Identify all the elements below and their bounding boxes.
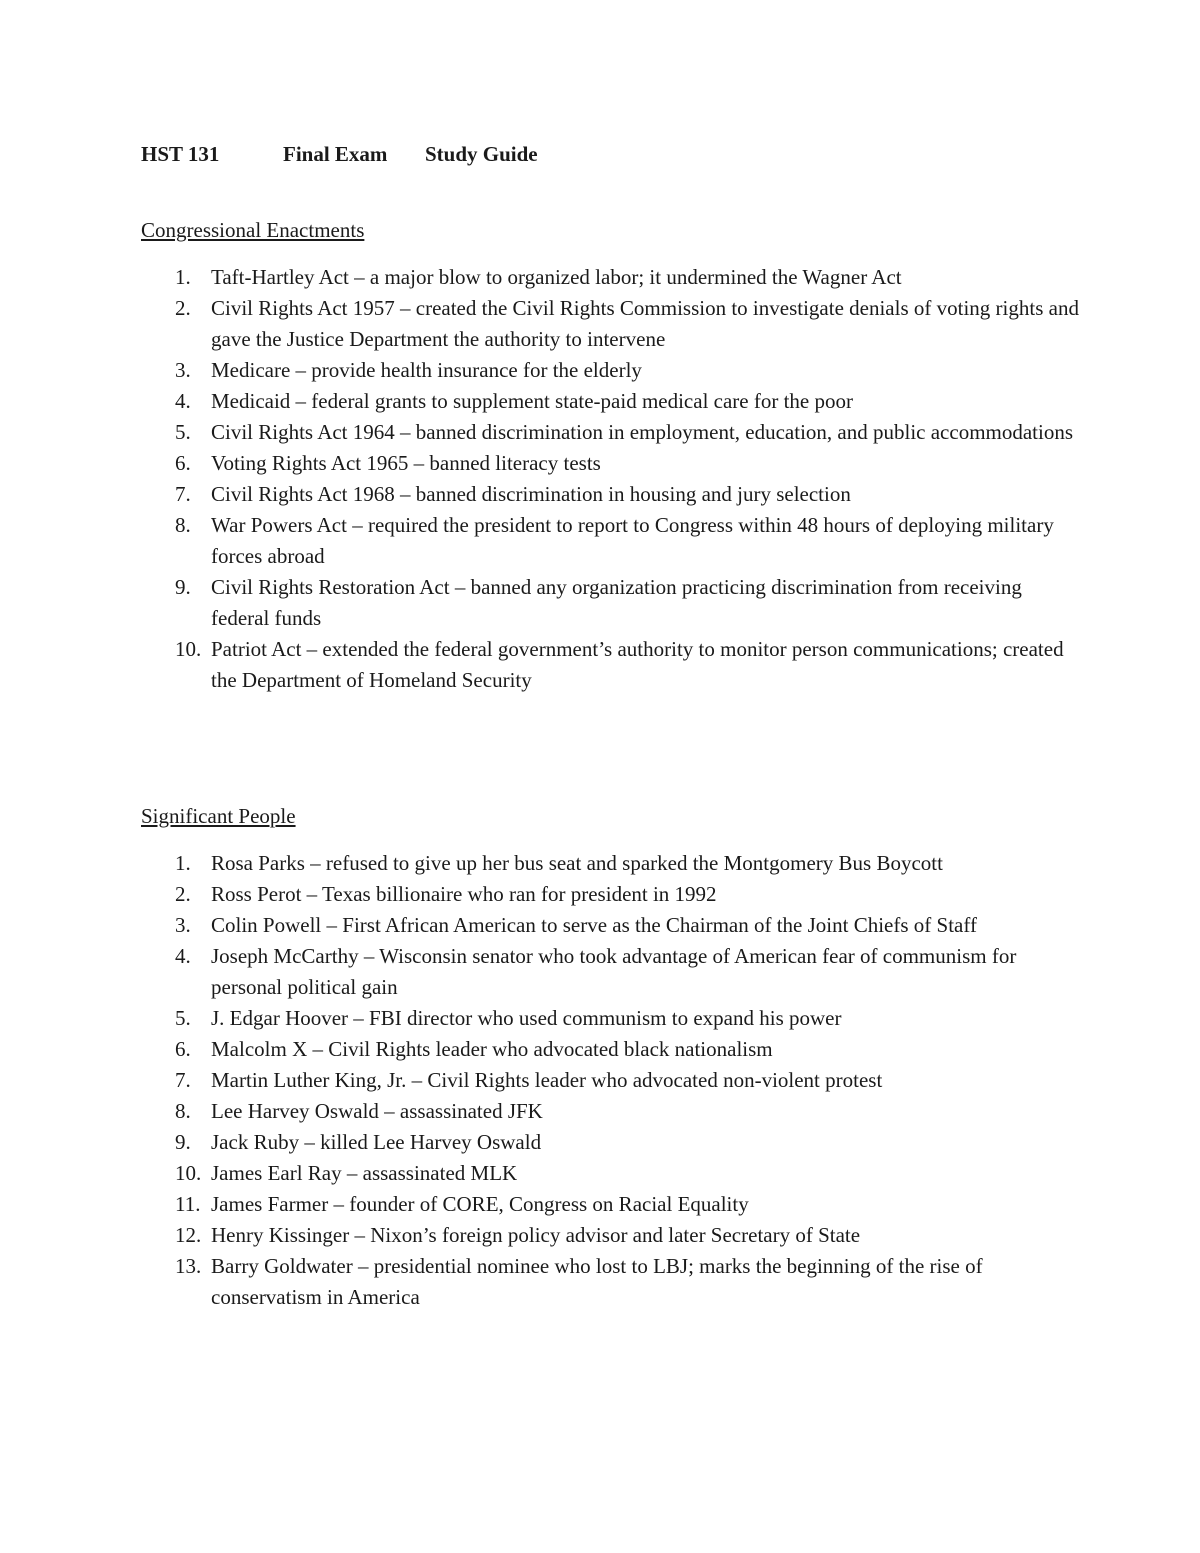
people-list [141,848,1081,1313]
item-number: 5. [175,1006,191,1030]
item-text: Ross Perot – Texas billionaire who ran for president in 1992 [211,882,717,906]
list-item [141,386,1081,417]
item-text: Jack Ruby – killed Lee Harvey Oswald [211,1130,542,1154]
list-item [141,417,1081,448]
section-title: Significant People [141,804,296,828]
item-number: 9. [175,575,191,599]
section-title: Congressional Enactments [141,218,365,242]
item-text: Lee Harvey Oswald – assassinated JFK [211,1099,543,1123]
list-item [141,355,1081,386]
list-item [141,910,1081,941]
item-number: 6. [175,1037,191,1061]
item-text: Henry Kissinger – Nixon’s foreign policy advisor and later Secretary of State [211,1223,861,1247]
item-number: 13. [175,1254,202,1278]
item-number: 2. [175,882,191,906]
section-congressional-enactments [141,215,1081,696]
list-item [141,1096,1081,1127]
item-text: James Farmer – founder of CORE, Congress on Racial Equality [211,1192,749,1216]
list-item [141,479,1081,510]
item-number: 2. [175,296,191,320]
item-text: Taft-Hartley Act – a major blow to organized labor; it undermined the Wagner Act [211,265,902,289]
list-item [141,1220,1081,1251]
list-item [141,572,1081,634]
item-number: 7. [175,1068,191,1092]
item-number: 4. [175,389,191,413]
list-item [141,262,1081,293]
item-text: Medicare – provide health insurance for the elderly [211,358,642,382]
list-item [141,1158,1081,1189]
list-item [141,448,1081,479]
item-number: 4. [175,944,191,968]
item-text: War Powers Act – required the president to report to Congress within 48 hours of deploying military forces abroad [211,513,1054,568]
list-item [141,941,1081,1003]
item-number: 12. [175,1223,202,1247]
item-text: Patriot Act – extended the federal government’s authority to monitor person communications; created the Department of Homeland Security [211,637,1064,692]
item-text: Civil Rights Act 1957 – created the Civil Rights Commission to investigate denials of voting rights and gave the Justice Department the authority to intervene [211,296,1079,351]
document-header [141,142,538,167]
item-text: J. Edgar Hoover – FBI director who used communism to expand his power [211,1006,842,1030]
list-item [141,293,1081,355]
list-item [141,1127,1081,1158]
item-number: 6. [175,451,191,475]
item-text: Civil Rights Act 1968 – banned discrimination in housing and jury selection [211,482,851,506]
item-text: Colin Powell – First African American to serve as the Chairman of the Joint Chiefs of Staff [211,913,977,937]
list-item [141,1251,1081,1313]
course-code: HST 131 [141,142,220,166]
enactments-list [141,262,1081,696]
list-item [141,1034,1081,1065]
item-number: 7. [175,482,191,506]
item-number: 9. [175,1130,191,1154]
section-significant-people [141,801,1081,1313]
item-text: Martin Luther King, Jr. – Civil Rights leader who advocated non-violent protest [211,1068,883,1092]
item-text: James Earl Ray – assassinated MLK [211,1161,518,1185]
item-text: Barry Goldwater – presidential nominee who lost to LBJ; marks the beginning of the rise of conservatism in America [211,1254,983,1309]
list-item [141,1065,1081,1096]
item-number: 1. [175,265,191,289]
item-text: Joseph McCarthy – Wisconsin senator who took advantage of American fear of communism for personal political gain [211,944,1017,999]
item-number: 10. [175,1161,202,1185]
exam-title: Final Exam [283,142,388,166]
item-text: Rosa Parks – refused to give up her bus seat and sparked the Montgomery Bus Boycott [211,851,943,875]
item-number: 11. [175,1192,201,1216]
item-text: Medicaid – federal grants to supplement state-paid medical care for the poor [211,389,853,413]
item-text: Malcolm X – Civil Rights leader who advocated black nationalism [211,1037,773,1061]
list-item [141,634,1081,696]
item-number: 1. [175,851,191,875]
guide-title: Study Guide [425,142,538,166]
item-text: Civil Rights Restoration Act – banned any organization practicing discrimination from receiving federal funds [211,575,1022,630]
list-item [141,848,1081,879]
item-number: 10. [175,637,202,661]
item-number: 5. [175,420,191,444]
list-item [141,1189,1081,1220]
item-text: Voting Rights Act 1965 – banned literacy tests [211,451,601,475]
list-item [141,879,1081,910]
item-number: 3. [175,913,191,937]
list-item [141,1003,1081,1034]
item-number: 8. [175,1099,191,1123]
item-number: 3. [175,358,191,382]
item-text: Civil Rights Act 1964 – banned discrimination in employment, education, and public accommodations [211,420,1074,444]
list-item [141,510,1081,572]
item-number: 8. [175,513,191,537]
